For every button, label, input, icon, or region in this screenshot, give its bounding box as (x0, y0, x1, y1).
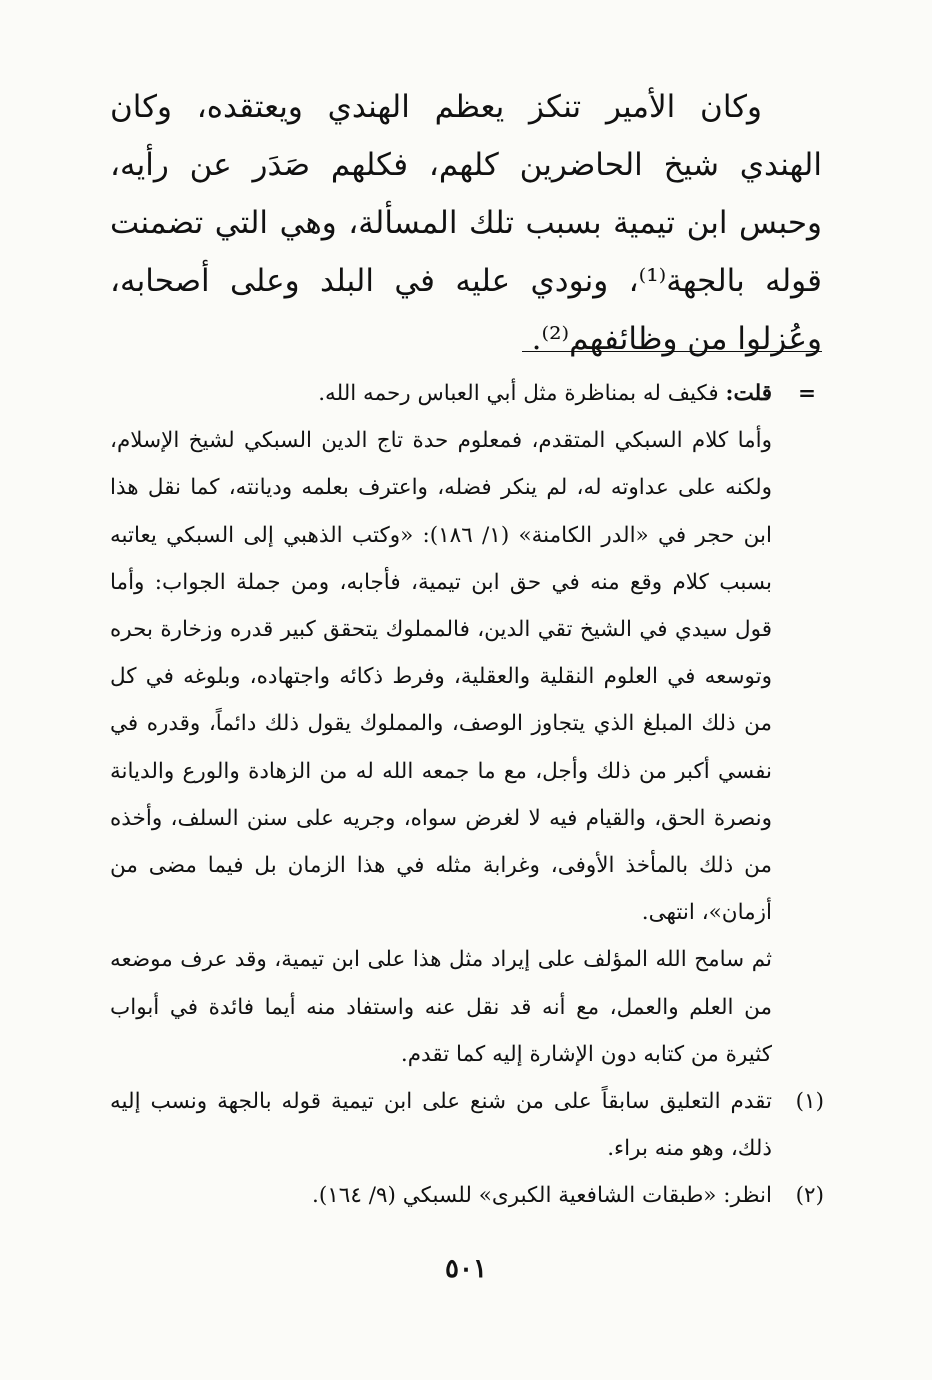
footnote-separator (522, 351, 822, 352)
footnote-number: (١) (795, 1089, 824, 1115)
footnote-1 (110, 1078, 824, 1172)
footnote-number: (٢) (795, 1183, 824, 1209)
main-text (110, 78, 822, 368)
main-paragraph: وكان الأمير تنكز يعظم الهندي ويعتقده، وكان الهندي شيخ الحاضرين كلهم، فكلهم صَدَر عن رأيه، وحبس ابن تيمية بسبب تلك المسألة، وهي التي تضمنت قوله بالجهة⁽¹⁾، ونودي عليه في البلد وعلى أصحابه، وعُزلوا من وظائفهم⁽²⁾. (110, 89, 822, 357)
page-number: ٥٠١ (445, 1254, 487, 1284)
note-paragraph-1: وأما كلام السبكي المتقدم، فمعلوم حدة تاج الدين السبكي لشيخ الإسلام، ولكنه على عداوته له، لم ينكر فضله، واعترف بعلمه وديانته، كما نقل هذا ابن حجر في «الدر الكامنة» (١/ ١٨٦): «وكتب الذهبي إلى السبكي يعاتبه بسبب كلام وقع منه في حق ابن تيمية، فأجابه، ومن جملة الجواب: وأما قول سيدي في الشيخ تقي الدين، فالمملوك يتحقق كبير قدره وزخارة بحره وتوسعه في العلوم النقلية والعقلية، وفرط ذكائه واجتهاده، وبلوغه في كل من ذلك المبلغ الذي يتجاوز الوصف، والمملوك يقول ذلك دائماً، وقدره في نفسي أكبر من ذلك وأجل، مع ما جمعه الله له من الزهادة والورع والديانة ونصرة الحق، والقيام فيه لا لغرض سواه، وجريه على سنن السلف، وأخذه من ذلك بالمأخذ الأوفى، وغرابة مثله في هذا الزمان بل فيما مضى من أزمان»، انتهى. (110, 428, 772, 926)
continuation-mark: = (797, 381, 816, 406)
qult-label: قلت: (725, 381, 772, 406)
continued-note (110, 370, 824, 417)
footnotes-area (110, 370, 824, 1220)
qult-text: فكيف له بمناظرة مثل أبي العباس رحمه الله. (318, 381, 726, 406)
footnote-text: انظر: «طبقات الشافعية الكبرى» للسبكي (٩/ ١٦٤). (312, 1183, 772, 1209)
footnote-text: تقدم التعليق سابقاً على من شنع على ابن تيمية قوله بالجهة ونسب إليه ذلك، وهو منه براء. (110, 1089, 772, 1162)
footnote-2 (110, 1172, 824, 1219)
note-paragraph-2: ثم سامح الله المؤلف على إيراد مثل هذا على ابن تيمية، وقد عرف موضعه من العلم والعمل، مع أنه قد نقل عنه واستفاد منه أيما فائدة في أبواب كثيرة من كتابه دون الإشارة إليه كما تقدم. (110, 947, 772, 1067)
